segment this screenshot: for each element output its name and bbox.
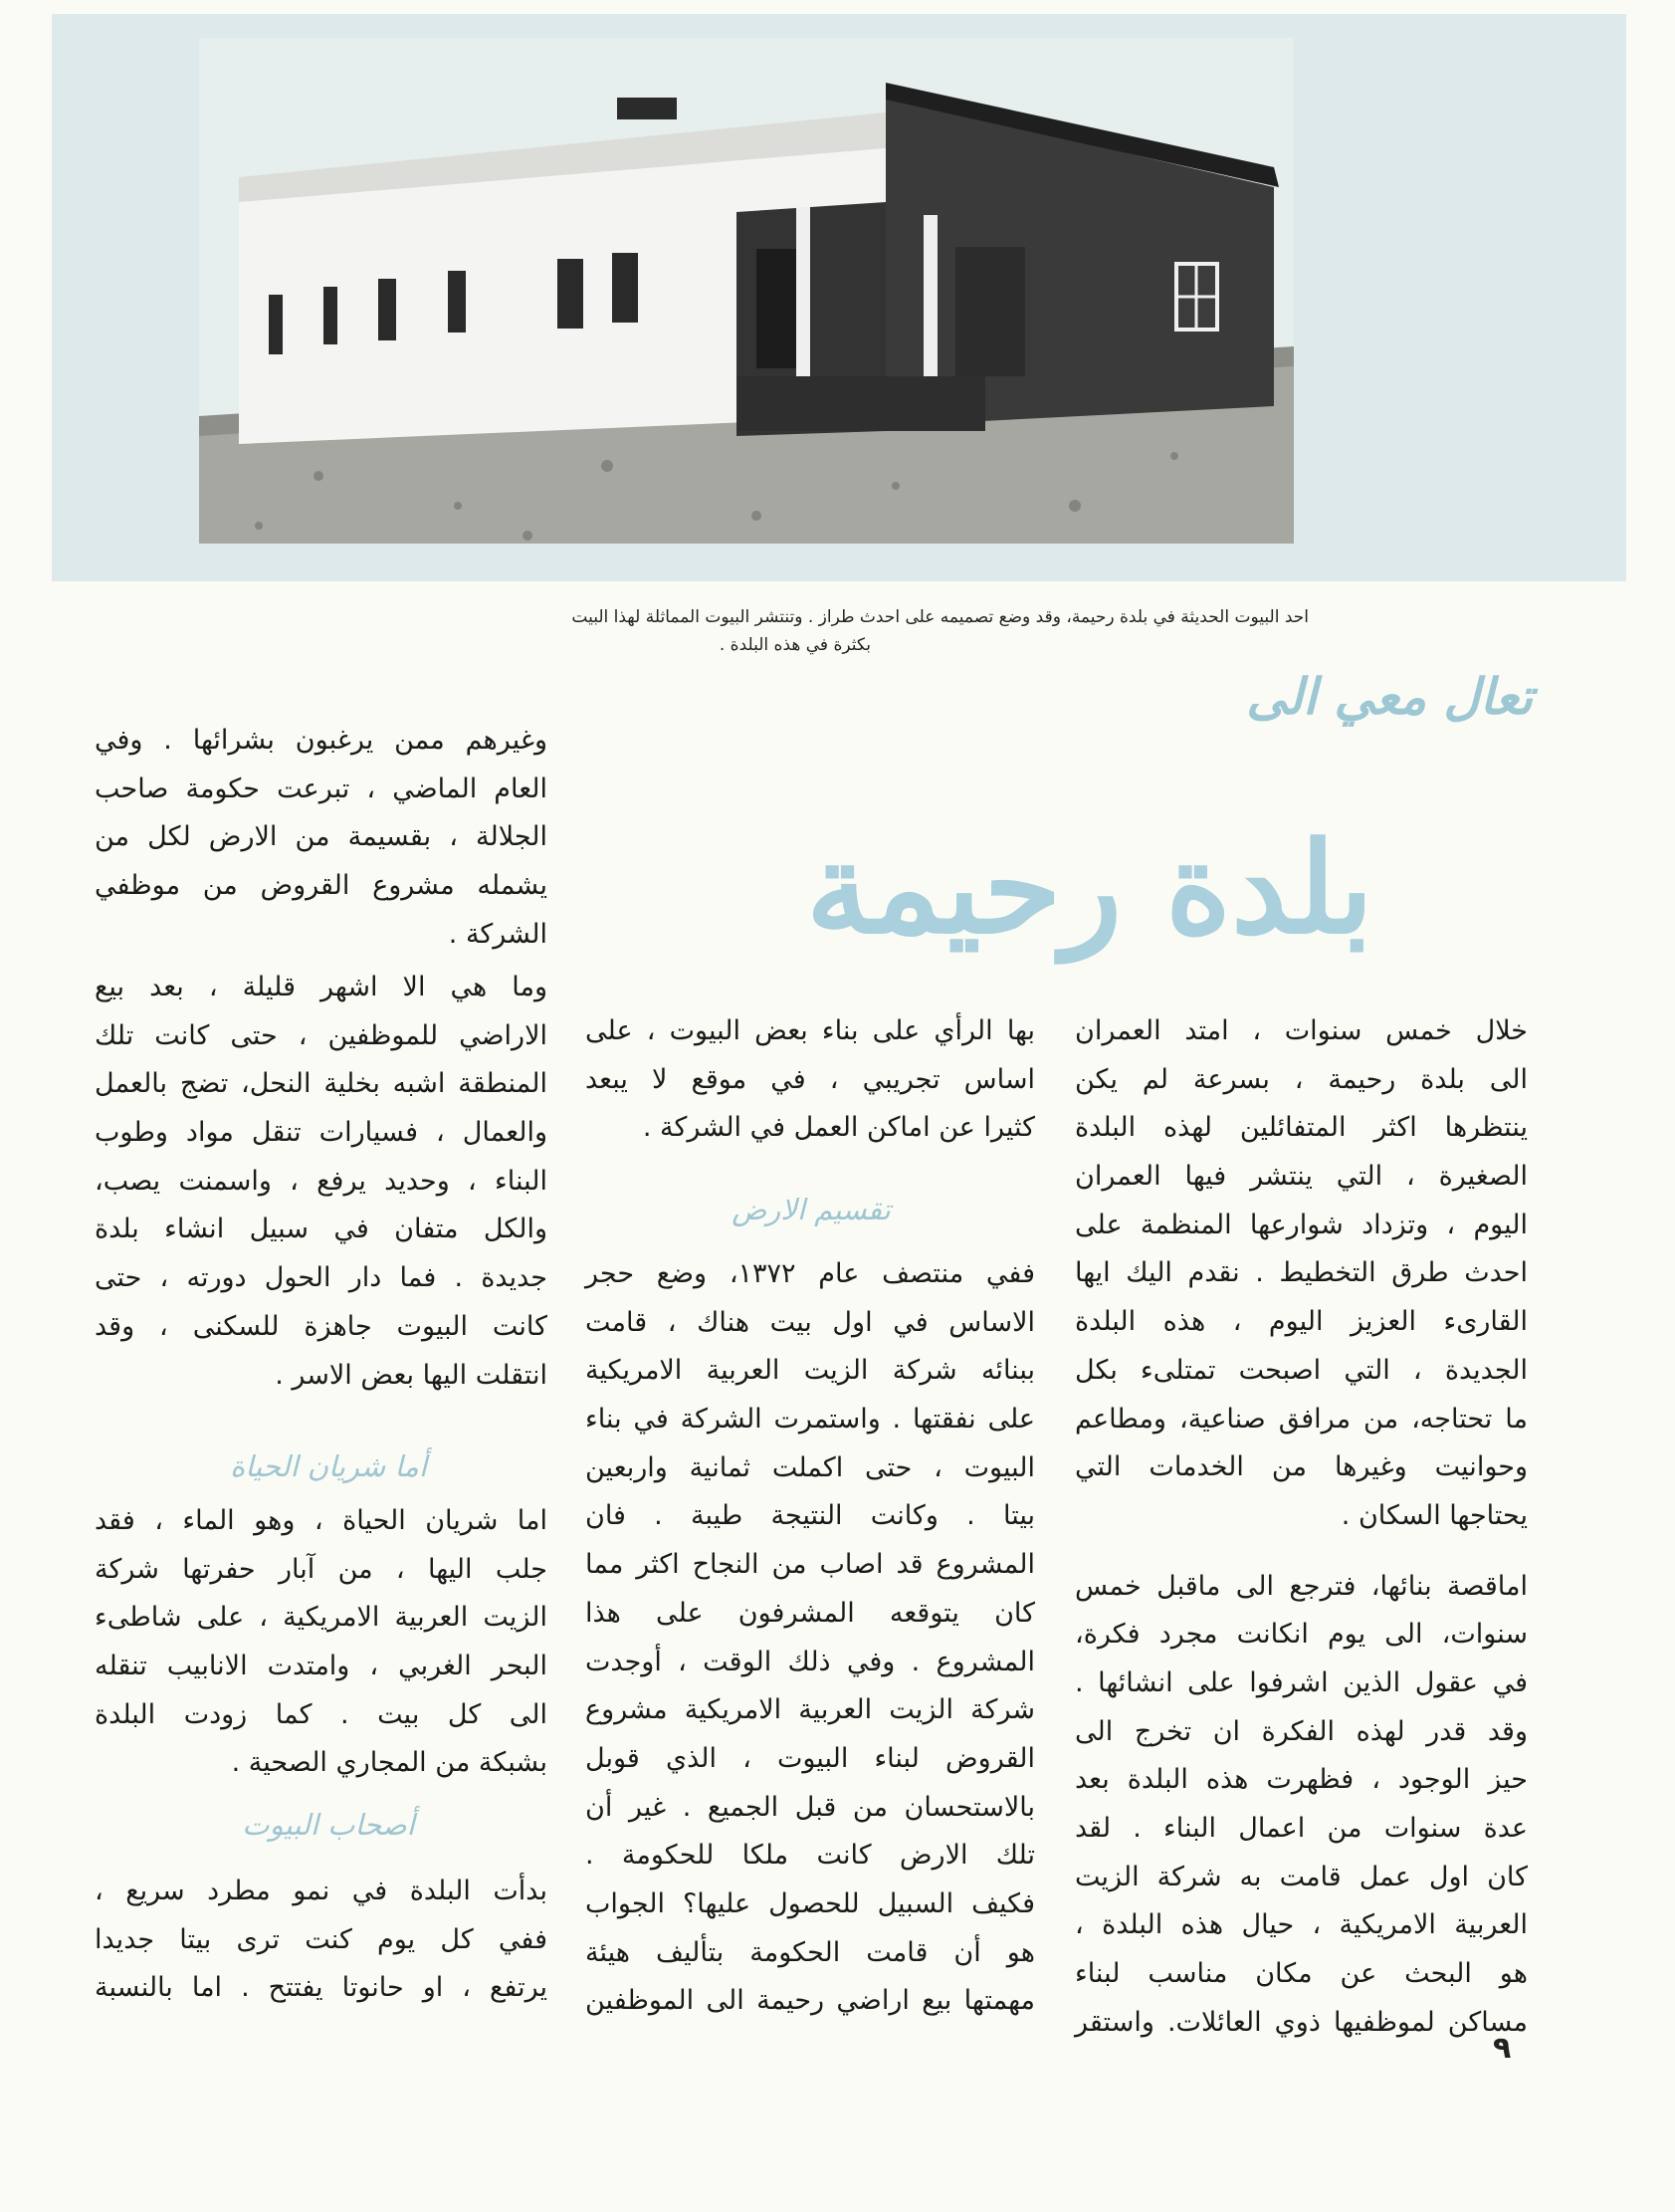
subheading-owners: أصحاب البيوت — [242, 1808, 415, 1842]
house-photo — [199, 38, 1294, 544]
text-line: هو أن قامت الحكومة بتأليف هيئة — [585, 1936, 1035, 1968]
page-number: ٩ — [1493, 2031, 1512, 2066]
column-middle-top — [585, 1007, 1035, 1153]
text-line: اساس تجريبي ، في موقع لا يبعد — [585, 1063, 1035, 1095]
text-line: انتقلت اليها بعض الاسر . — [275, 1359, 547, 1391]
title-kicker: تعال معي الى — [1246, 667, 1533, 726]
text-line: الاراضي للموظفين ، حتى كانت تلك — [95, 1019, 547, 1051]
text-line: وما هي الا اشهر قليلة ، بعد بيع — [95, 972, 547, 1002]
text-line: تلك الارض كانت ملكا للحكومة . — [585, 1840, 1035, 1872]
text-line: كثيرا عن اماكن العمل في الشركة . — [642, 1112, 1035, 1144]
column-middle-bottom — [585, 1250, 1035, 2026]
text-line: والعمال ، فسيارات تنقل مواد وطوب — [95, 1117, 547, 1149]
text-line: المشروع . وفي ذلك الوقت ، أوجدت — [585, 1646, 1035, 1677]
text-line: خلال خمس سنوات ، امتد العمران — [1075, 1015, 1528, 1046]
text-line: بالاستحسان من قبل الجميع . غير أن — [585, 1791, 1035, 1823]
text-line: في عقول الذين اشرفوا على انشائها . — [1075, 1666, 1528, 1698]
text-line: يشمله مشروع القروض من موظفي — [95, 870, 547, 902]
text-line: الشركة . — [448, 918, 547, 950]
text-line: يحتاجها السكان . — [1341, 1499, 1528, 1531]
text-line: وحوانيت وغيرها من الخدمات التي — [1075, 1451, 1528, 1483]
text-line: القروض لبناء البيوت ، الذي قوبل — [585, 1742, 1035, 1774]
text-line: مساكن لموظفيها ذوي العائلات. واستقر — [1075, 2006, 1528, 2038]
text-line: ففي كل يوم كنت ترى بيتا جديدا — [95, 1923, 547, 1955]
text-line: ما تحتاجه، من مرافق صناعية، ومطاعم — [1075, 1403, 1528, 1435]
text-line: مهمتها بيع اراضي رحيمة الى الموظفين — [585, 1985, 1035, 2017]
text-line: جلب اليها ، من آبار حفرتها شركة — [95, 1553, 547, 1585]
text-line: الى كل بيت . كما زودت البلدة — [95, 1698, 547, 1730]
column-left-d — [95, 1868, 547, 2013]
text-line: القارىء العزيز اليوم ، هذه البلدة — [1075, 1306, 1528, 1338]
text-line: ففي منتصف عام ١٣٧٢، وضع حجر — [585, 1258, 1035, 1289]
text-line: حيز الوجود ، فظهرت هذه البلدة بعد — [1075, 1764, 1528, 1796]
text-line: البيوت ، حتى اكملت ثمانية واربعين — [585, 1451, 1035, 1483]
text-line: بدأت البلدة في نمو مطرد سريع ، — [95, 1876, 547, 1906]
column-left-a — [95, 717, 547, 959]
text-line: الاساس في اول بيت هناك ، قامت — [585, 1306, 1035, 1338]
column-left-b — [95, 964, 547, 1400]
article-title: بلدة رحيمة — [806, 814, 1373, 962]
text-line: البناء ، وحديد يرفع ، واسمنت يصب، — [95, 1165, 547, 1197]
paragraph-gap — [1075, 1541, 1528, 1563]
text-line: وقد قدر لهذه الفكرة ان تخرج الى — [1075, 1715, 1528, 1747]
text-line: فكيف السبيل للحصول عليها؟ الجواب — [585, 1887, 1035, 1919]
text-line: جديدة . فما دار الحول دورته ، حتى — [95, 1262, 547, 1294]
text-line: البحر الغربي ، وامتدت الانابيب تنقله — [95, 1651, 547, 1682]
text-line: على نفقتها . واستمرت الشركة في بناء — [585, 1404, 1035, 1436]
caption-line: بكثرة في هذه البلدة . — [719, 635, 871, 655]
text-line: والكل متفان في سبيل انشاء بلدة — [95, 1214, 547, 1245]
text-line: بشبكة من المجاري الصحية . — [231, 1747, 547, 1779]
text-line: كان يتوقعه المشرفون على هذا — [585, 1597, 1035, 1629]
text-line: الجديدة ، التي اصبحت تمتلىء بكل — [1075, 1354, 1528, 1386]
subheading-land: تقسيم الارض — [732, 1193, 891, 1226]
text-line: بيتا . وكانت النتيجة طيبة . فان — [585, 1500, 1035, 1532]
text-line: ينتظرها اكثر المتفائلين لهذه البلدة — [1075, 1112, 1528, 1144]
text-line: يرتفع ، او حانوتا يفتتح . اما بالنسبة — [95, 1972, 547, 2004]
text-line: العام الماضي ، تبرعت حكومة صاحب — [95, 773, 547, 804]
caption-line: احد البيوت الحديثة في بلدة رحيمة، وقد وضع تصميمه على احدث طراز . وتنتشر البيوت المماثلة لهذا البيت — [571, 607, 1309, 627]
text-line: الصغيرة ، التي ينتشر فيها العمران — [1075, 1161, 1528, 1193]
text-line: اليوم ، وتزداد شوارعها المنظمة على — [1075, 1209, 1528, 1240]
text-line: المنطقة اشبه بخلية النحل، تضج بالعمل — [95, 1068, 547, 1100]
text-line: احدث طرق التخطيط . نقدم اليك ايها — [1075, 1257, 1528, 1289]
column-right — [1075, 1007, 1528, 2047]
text-line: الزيت العربية الامريكية ، على شاطىء — [95, 1602, 547, 1634]
text-line: شركة الزيت العربية الامريكية مشروع — [585, 1694, 1035, 1726]
column-left-c — [95, 1497, 547, 1788]
text-line: سنوات، الى يوم انكانت مجرد فكرة، — [1075, 1619, 1528, 1651]
text-line: وغيرهم ممن يرغبون بشرائها . وفي — [95, 725, 547, 756]
text-line: كان اول عمل قامت به شركة الزيت — [1075, 1861, 1528, 1892]
text-line: كانت البيوت جاهزة للسكنى ، وقد — [95, 1310, 547, 1342]
subheading-water: أما شريان الحياة — [230, 1449, 427, 1483]
text-line: بها الرأي على بناء بعض البيوت ، على — [585, 1015, 1035, 1046]
text-line: هو البحث عن مكان مناسب لبناء — [1075, 1958, 1528, 1990]
text-line: اماقصة بنائها، فترجع الى ماقبل خمس — [1075, 1570, 1528, 1602]
text-line: الى بلدة رحيمة ، بسرعة لم يكن — [1075, 1063, 1528, 1095]
text-line: المشروع قد اصاب من النجاح اكثر مما — [585, 1549, 1035, 1581]
photo-caption — [199, 603, 1309, 659]
text-line: اما شريان الحياة ، وهو الماء ، فقد — [95, 1505, 547, 1536]
text-line: عدة سنوات من اعمال البناء . لقد — [1075, 1813, 1528, 1844]
text-line: العربية الامريكية ، حيال هذه البلدة ، — [1075, 1909, 1528, 1941]
text-line: ببنائه شركة الزيت العربية الامريكية — [585, 1355, 1035, 1387]
text-line: الجلالة ، بقسيمة من الارض لكل من — [95, 821, 547, 853]
